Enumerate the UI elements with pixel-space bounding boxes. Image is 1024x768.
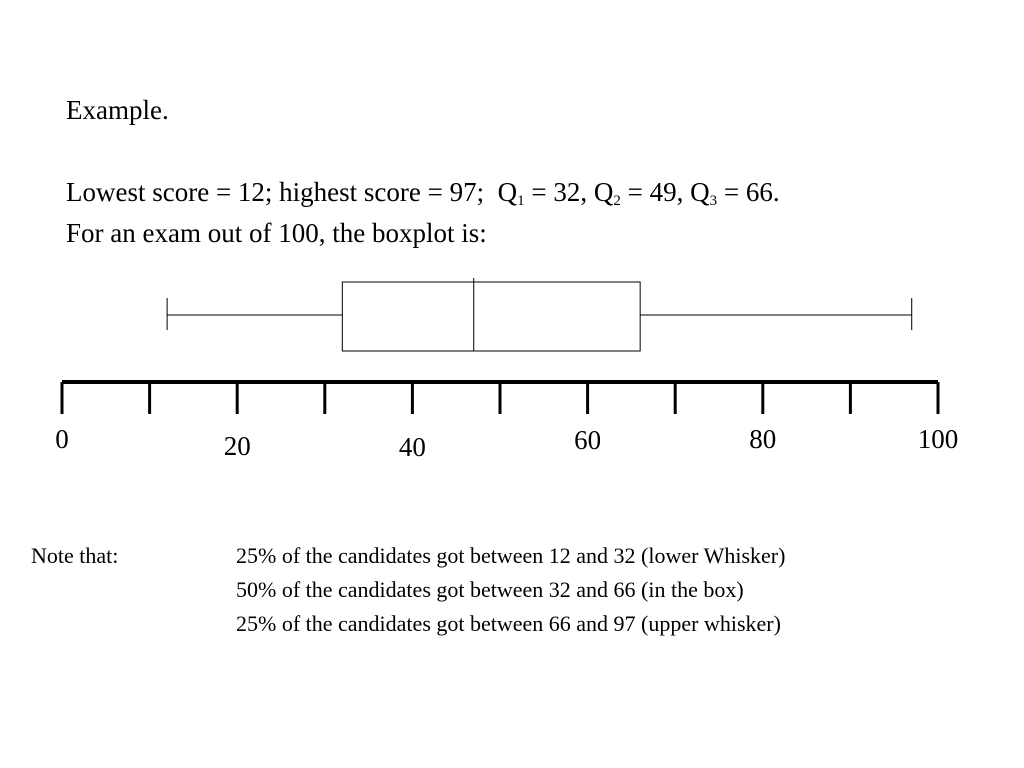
- iqr-box: [342, 282, 640, 351]
- q3-value: = 66.: [723, 177, 780, 207]
- q2-label: $Q_2$: [593, 177, 621, 209]
- q3-label: $Q_3$: [690, 177, 718, 209]
- q2-value: = 49,: [627, 177, 684, 207]
- axis-tick-label: 100: [917, 424, 959, 454]
- q1-label: $Q_1$: [497, 177, 525, 209]
- axis-tick-label: 80: [749, 424, 777, 454]
- axis-tick-label: 60: [574, 425, 602, 455]
- q1-value: = 32,: [531, 177, 588, 207]
- note-label: Note that:: [31, 543, 119, 568]
- axis-tick-label: 40: [398, 432, 426, 462]
- note-item-lower-whisker: 25% of the candidates got between 12 and 32 (lower Whisker): [236, 543, 786, 568]
- intro-line: For an exam out of 100, the boxplot is:: [66, 218, 487, 248]
- axis-tick-label: 0: [55, 424, 69, 454]
- example-heading: Example.: [66, 95, 169, 125]
- summary-lowest-highest: Lowest score = 12; highest score = 97;: [66, 177, 485, 207]
- axis-tick-label: 20: [223, 431, 251, 461]
- note-item-upper-whisker: 25% of the candidates got between 66 and 97 (upper whisker): [236, 611, 781, 636]
- note-item-box: 50% of the candidates got between 32 and 66 (in the box): [236, 577, 744, 602]
